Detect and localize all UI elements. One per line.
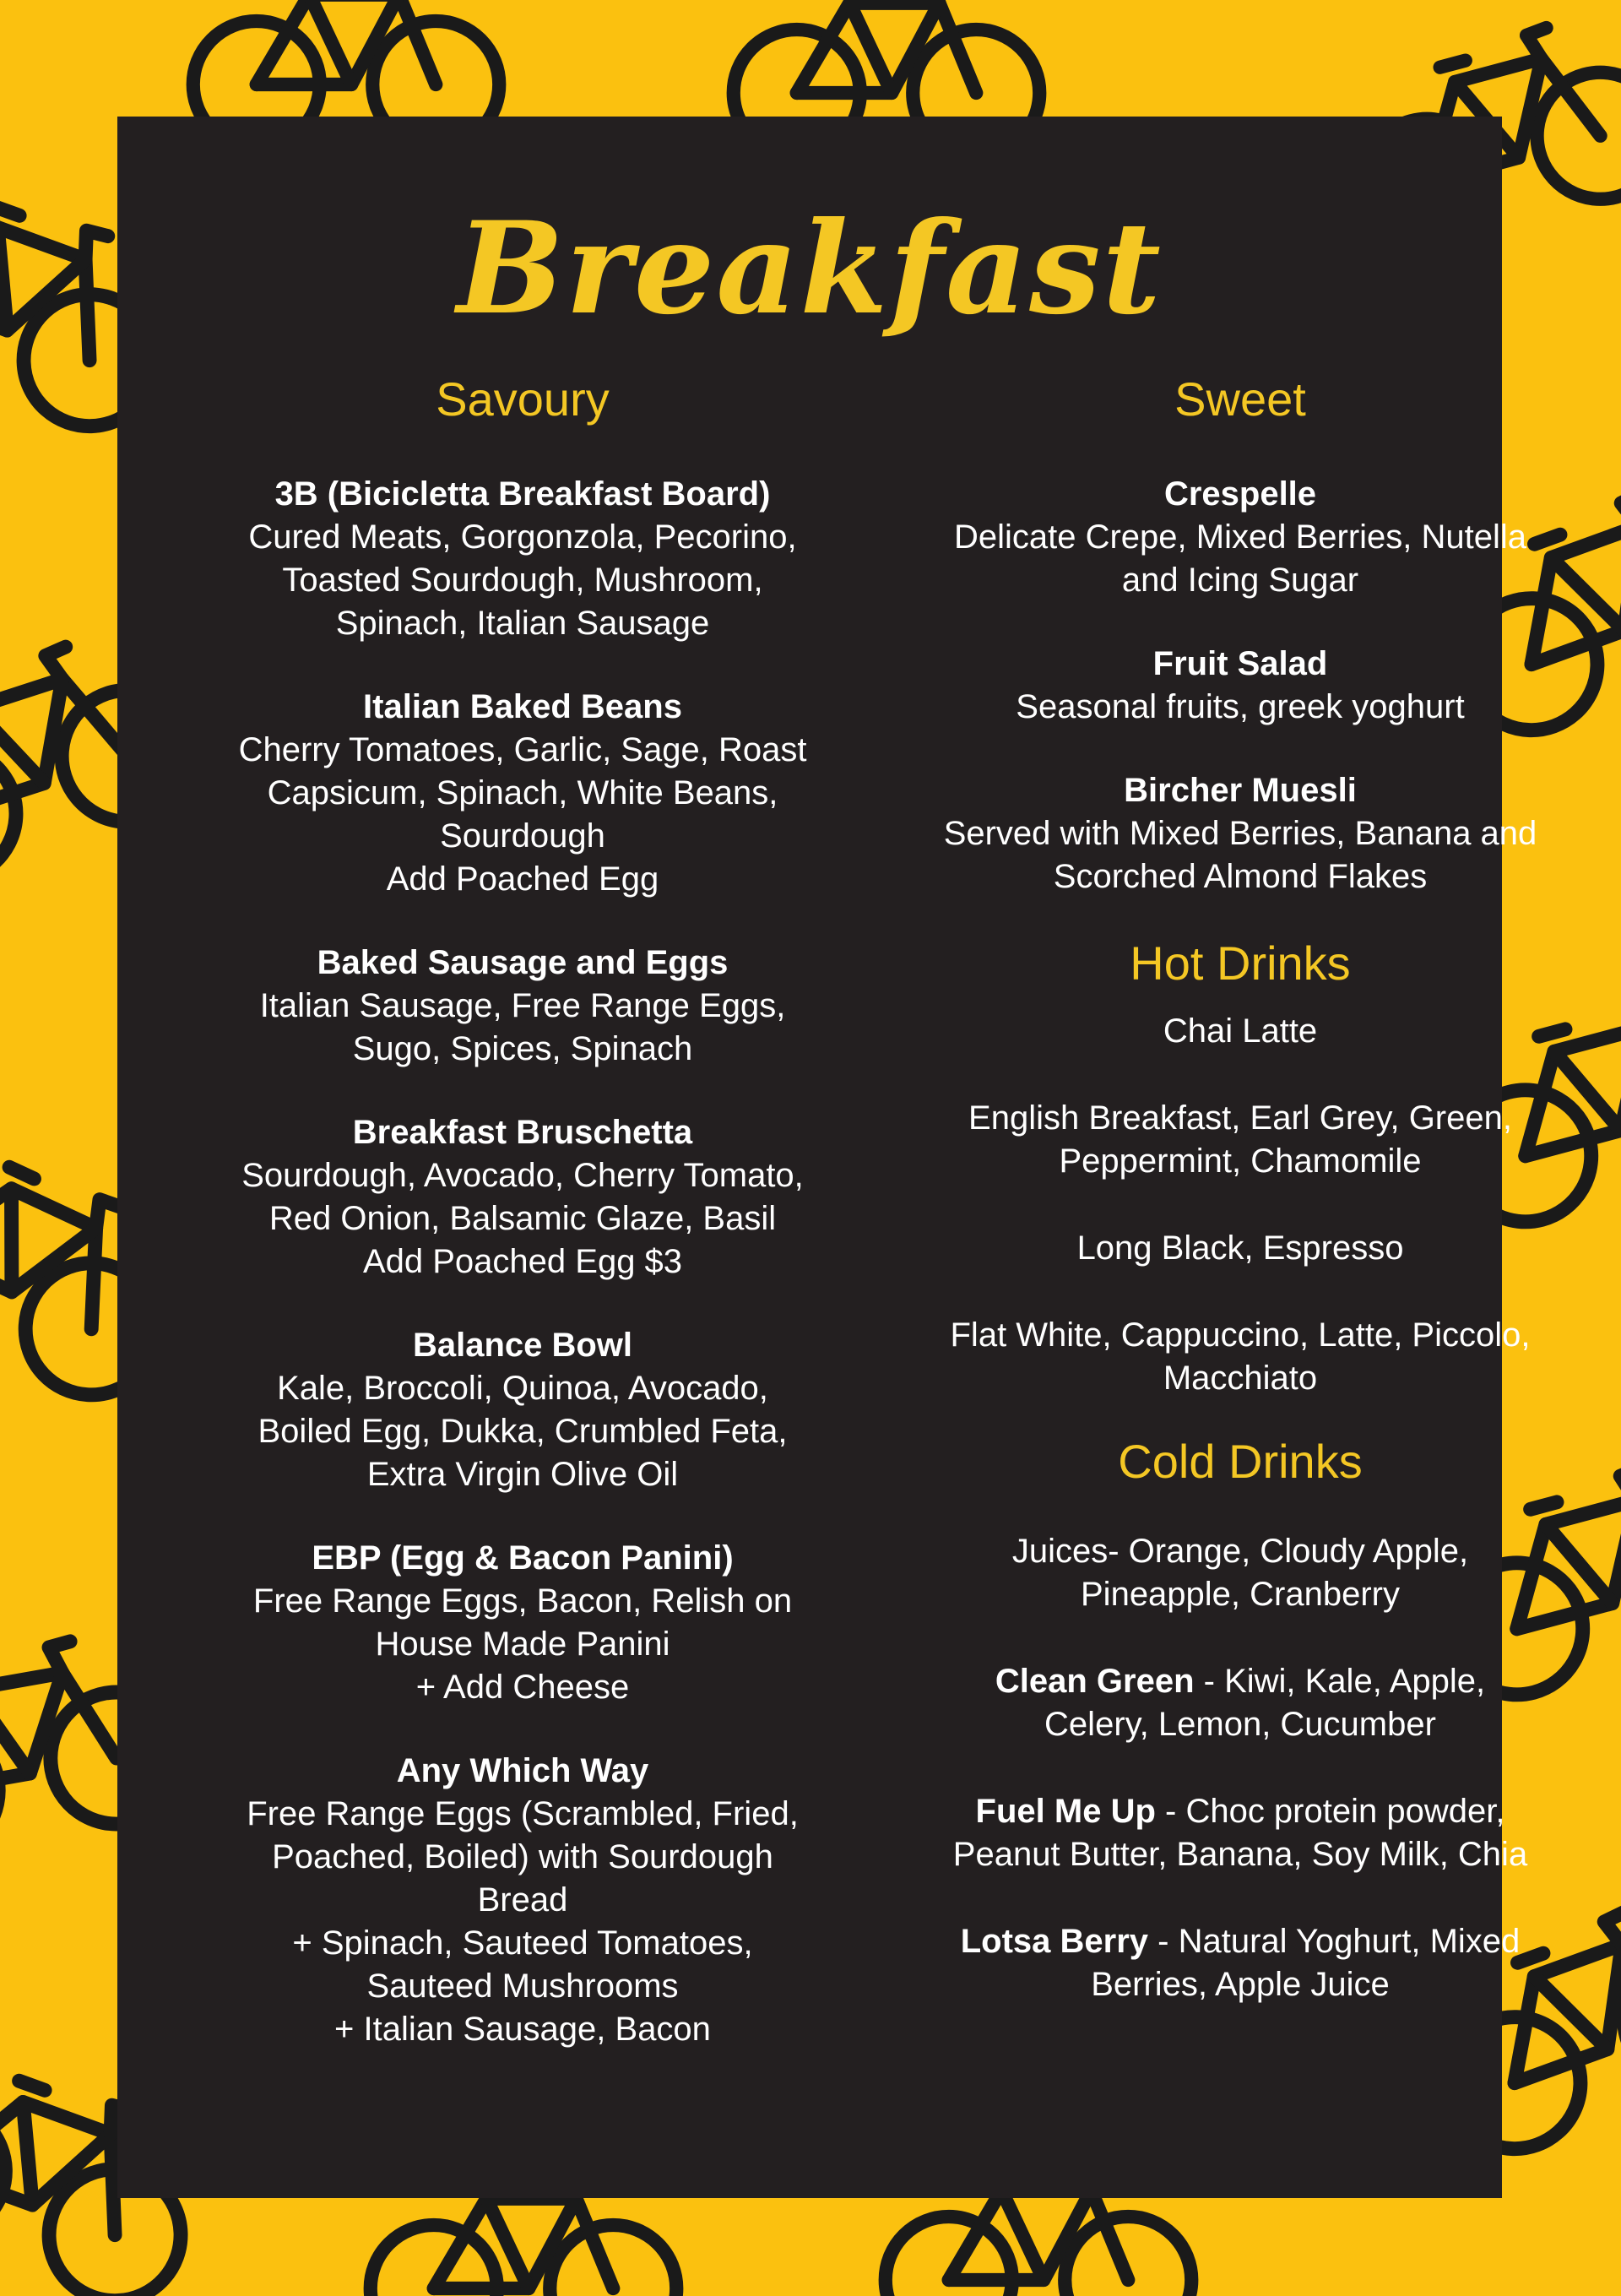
hot-drink-item: English Breakfast, Earl Grey, Green, Peppermint, Chamomile <box>968 1099 1512 1180</box>
menu-item <box>801 473 1621 602</box>
menu-item-name: 3B (Bicicletta Breakfast Board) <box>274 475 771 513</box>
cold-drink-description: - Kiwi, Kale, Apple, Celery, Lemon, Cucumber <box>1044 1663 1486 1743</box>
hot-drink-item: Long Black, Espresso <box>1076 1229 1404 1267</box>
hot-drink-item: Flat White, Cappuccino, Latte, Piccolo, Macchiato <box>950 1316 1531 1397</box>
menu-item-description: Seasonal fruits, greek yoghurt <box>1016 688 1465 725</box>
hot-drinks-items <box>801 1010 1621 1400</box>
menu-item-description: Kale, Broccoli, Quinoa, Avocado, Boiled Egg, Dukka, Crumbled Feta, Extra Virgin Olive Oil <box>258 1370 788 1493</box>
menu-item-name: Bircher Muesli <box>1124 772 1357 809</box>
savoury-heading: Savoury <box>436 372 610 426</box>
menu-item <box>134 1537 911 1709</box>
menu-item-description: Delicate Crepe, Mixed Berries, Nutella and Icing Sugar <box>953 518 1527 599</box>
menu-item-description: Free Range Eggs (Scrambled, Fried, Poached, Boiled) with Sourdough Bread + Spinach, Sauteed Tomatoes, Sauteed Mushrooms + Italian Sausage, Bacon <box>247 1795 799 2048</box>
cold-drink-name: Clean Green <box>995 1663 1195 1700</box>
cold-drinks-items <box>801 1530 1621 2006</box>
menu-item-description: Italian Sausage, Free Range Eggs, Sugo, Spices, Spinach <box>259 987 786 1067</box>
cold-drink-description: Juices- Orange, Cloudy Apple, Pineapple, Cranberry <box>1011 1533 1469 1613</box>
menu-item <box>801 769 1621 898</box>
page-title: Breakfast <box>457 194 1163 343</box>
cold-drink-name: Fuel Me Up <box>975 1793 1156 1830</box>
cold-drink-item <box>801 1920 1621 2006</box>
menu-panel <box>117 117 1537 2198</box>
hot-drink-item: Chai Latte <box>1163 1012 1318 1050</box>
cold-drink-item <box>801 1790 1621 1876</box>
sweet-items <box>801 473 1621 898</box>
menu-item <box>134 1111 911 1284</box>
savoury-column <box>134 370 911 2051</box>
savoury-items <box>134 473 911 2051</box>
menu-item-name: Italian Baked Beans <box>363 688 682 725</box>
menu-item-description: Cherry Tomatoes, Garlic, Sage, Roast Capsicum, Spinach, White Beans, Sourdough Add Poached Egg <box>238 731 807 898</box>
menu-item-name: EBP (Egg & Bacon Panini) <box>312 1539 734 1577</box>
sweet-heading: Sweet <box>1174 372 1306 426</box>
cold-drinks-heading: Cold Drinks <box>1118 1435 1363 1488</box>
menu-item-description: Cured Meats, Gorgonzola, Pecorino, Toasted Sourdough, Mushroom, Spinach, Italian Sausage <box>248 518 797 642</box>
menu-item-description: Sourdough, Avocado, Cherry Tomato, Red Onion, Balsamic Glaze, Basil Add Poached Egg $3 <box>241 1157 804 1280</box>
menu-item-name: Balance Bowl <box>412 1327 633 1364</box>
menu-item-name: Baked Sausage and Eggs <box>317 944 729 981</box>
menu-item-name: Breakfast Bruschetta <box>352 1114 693 1151</box>
menu-item <box>134 1324 911 1496</box>
menu-item <box>134 686 911 901</box>
right-column <box>801 370 1621 2006</box>
menu-item-name: Crespelle <box>1163 475 1317 513</box>
cold-drink-description: - Choc protein powder, Peanut Butter, Banana, Soy Milk, Chia <box>952 1793 1528 1873</box>
menu-item <box>801 643 1621 729</box>
cold-drink-name: Lotsa Berry <box>960 1923 1149 1960</box>
cold-drink-description: - Natural Yoghurt, Mixed Berries, Apple Juice <box>1091 1923 1521 2003</box>
hot-drinks-heading: Hot Drinks <box>1130 936 1351 990</box>
cold-drink-item <box>801 1530 1621 1616</box>
menu-item <box>134 1750 911 2051</box>
menu-item-description: Free Range Eggs, Bacon, Relish on House Made Panini + Add Cheese <box>252 1582 793 1706</box>
menu-item-name: Any Which Way <box>396 1752 649 1789</box>
cold-drink-item <box>801 1660 1621 1746</box>
menu-item-name: Fruit Salad <box>1152 645 1328 682</box>
menu-item <box>134 942 911 1071</box>
menu-item-description: Served with Mixed Berries, Banana and Scorched Almond Flakes <box>943 815 1537 895</box>
menu-item <box>134 473 911 645</box>
